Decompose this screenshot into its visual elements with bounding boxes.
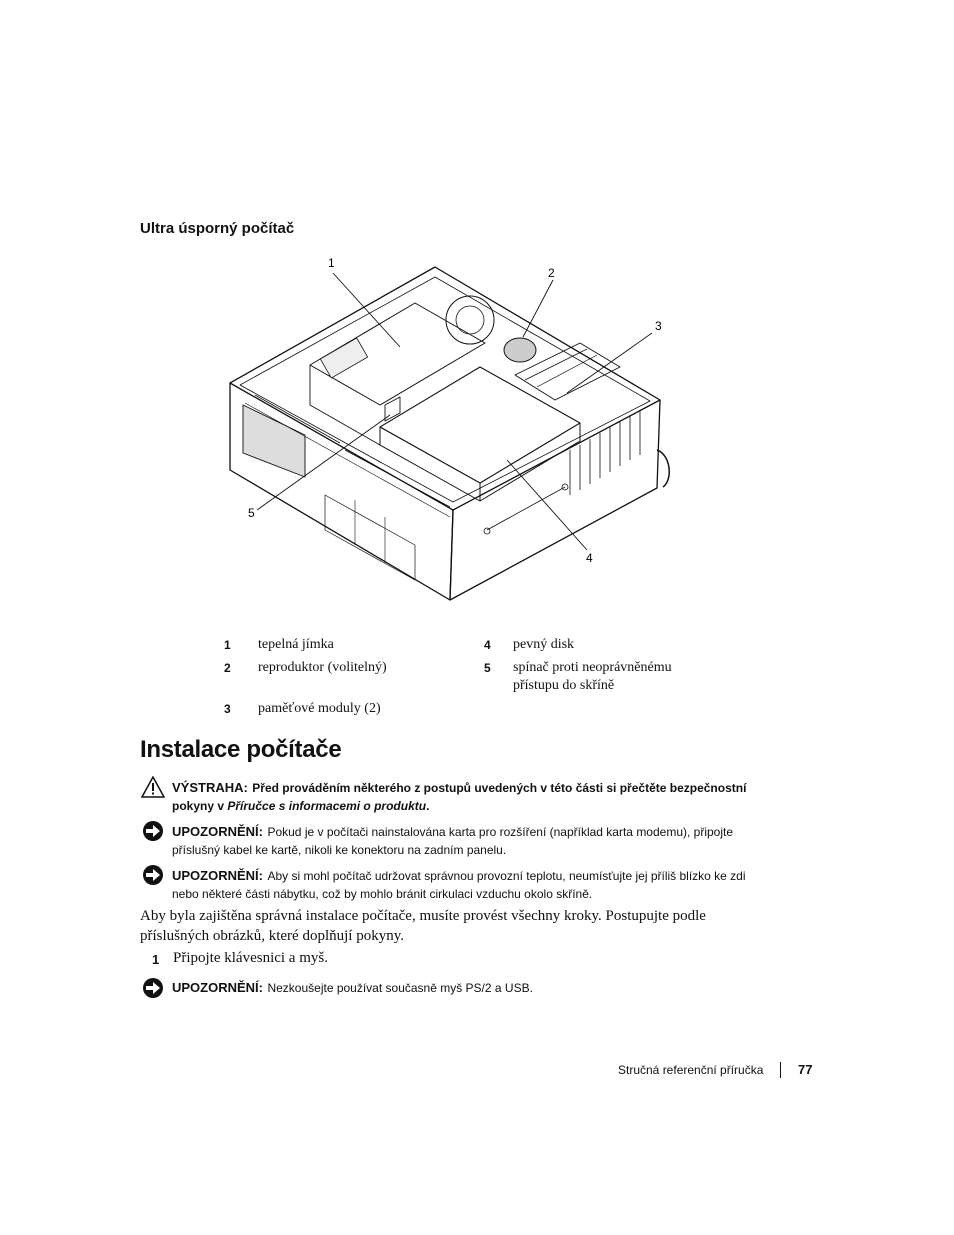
legend-text-5a: spínač proti neoprávněnému <box>513 660 672 675</box>
section-title: Ultra úsporný počítač <box>140 220 295 237</box>
legend-text-3: paměťové moduly (2) <box>258 701 381 716</box>
notice-label-1: UPOZORNĚNÍ: <box>172 824 263 839</box>
warning-text-2b: Příručce s informacemi o produktu <box>227 799 427 813</box>
callout-2: 2 <box>548 266 555 280</box>
footer-separator <box>780 1062 781 1078</box>
notice-block-3 <box>172 979 752 997</box>
notice-arrow-icon <box>141 820 165 842</box>
notice-block-2 <box>172 867 752 903</box>
computer-illustration <box>225 255 675 605</box>
leader-line-1 <box>333 273 400 347</box>
body-line-1: Aby byla zajištěna správná instalace počítače, musíte provést všechny kroky. Postupujte podle <box>140 908 706 924</box>
legend-num-2: 2 <box>224 661 231 675</box>
body-paragraph <box>140 906 740 946</box>
page-number: 77 <box>798 1062 813 1077</box>
legend-num-3: 3 <box>224 702 231 716</box>
warning-label: VÝSTRAHA: <box>172 780 248 795</box>
notice-3-text: Nezkoušejte používat současně myš PS/2 a USB. <box>267 981 533 995</box>
notice-2-text-1: Aby si mohl počítač udržovat správnou provozní teplotu, neumísťujte jej příliš blízko ke zdi <box>267 869 746 883</box>
notice-arrow-icon <box>141 864 165 886</box>
notice-block-1 <box>172 823 752 859</box>
footer-title: Stručná referenční příručka <box>618 1063 764 1077</box>
notice-1-text-2: příslušný kabel ke kartě, nikoli ke konektoru na zadním panelu. <box>172 843 507 857</box>
leader-line-4 <box>507 460 587 550</box>
legend-text-5b: přístupu do skříně <box>513 678 615 693</box>
callout-5: 5 <box>248 506 255 520</box>
callout-3: 3 <box>655 319 662 333</box>
warning-text-1: Před prováděním některého z postupů uvedených v této části si přečtěte bezpečnostní <box>252 781 747 795</box>
legend-num-4: 4 <box>484 638 491 652</box>
legend-text-2: reproduktor (volitelný) <box>258 660 387 675</box>
legend-num-5: 5 <box>484 661 491 675</box>
warning-triangle-icon <box>141 776 165 798</box>
notice-1-text-1: Pokud je v počítači nainstalována karta pro rozšíření (například karta modemu), připojte <box>267 825 734 839</box>
warning-text-2c: . <box>426 799 430 813</box>
notice-arrow-icon <box>141 977 165 999</box>
legend-text-4: pevný disk <box>513 637 575 652</box>
legend-num-1: 1 <box>224 638 231 652</box>
body-line-2: příslušných obrázků, které doplňují pokyny. <box>140 928 404 944</box>
notice-2-text-2: nebo některé části nábytku, což by mohlo bránit cirkulaci vzduchu okolo skříně. <box>172 887 593 901</box>
step-text: Připojte klávesnici a myš. <box>173 950 328 966</box>
computer-line-drawing <box>225 255 675 605</box>
callout-1: 1 <box>328 256 335 270</box>
notice-label-2: UPOZORNĚNÍ: <box>172 868 263 883</box>
leader-line-3 <box>567 333 652 393</box>
step-number: 1 <box>152 952 160 967</box>
warning-text-2a: pokyny v <box>172 799 228 813</box>
legend-text-1: tepelná jímka <box>258 637 334 652</box>
warning-block <box>172 779 752 815</box>
notice-label-3: UPOZORNĚNÍ: <box>172 980 263 995</box>
page-heading: Instalace počítače <box>140 736 342 763</box>
callout-4: 4 <box>586 551 593 565</box>
